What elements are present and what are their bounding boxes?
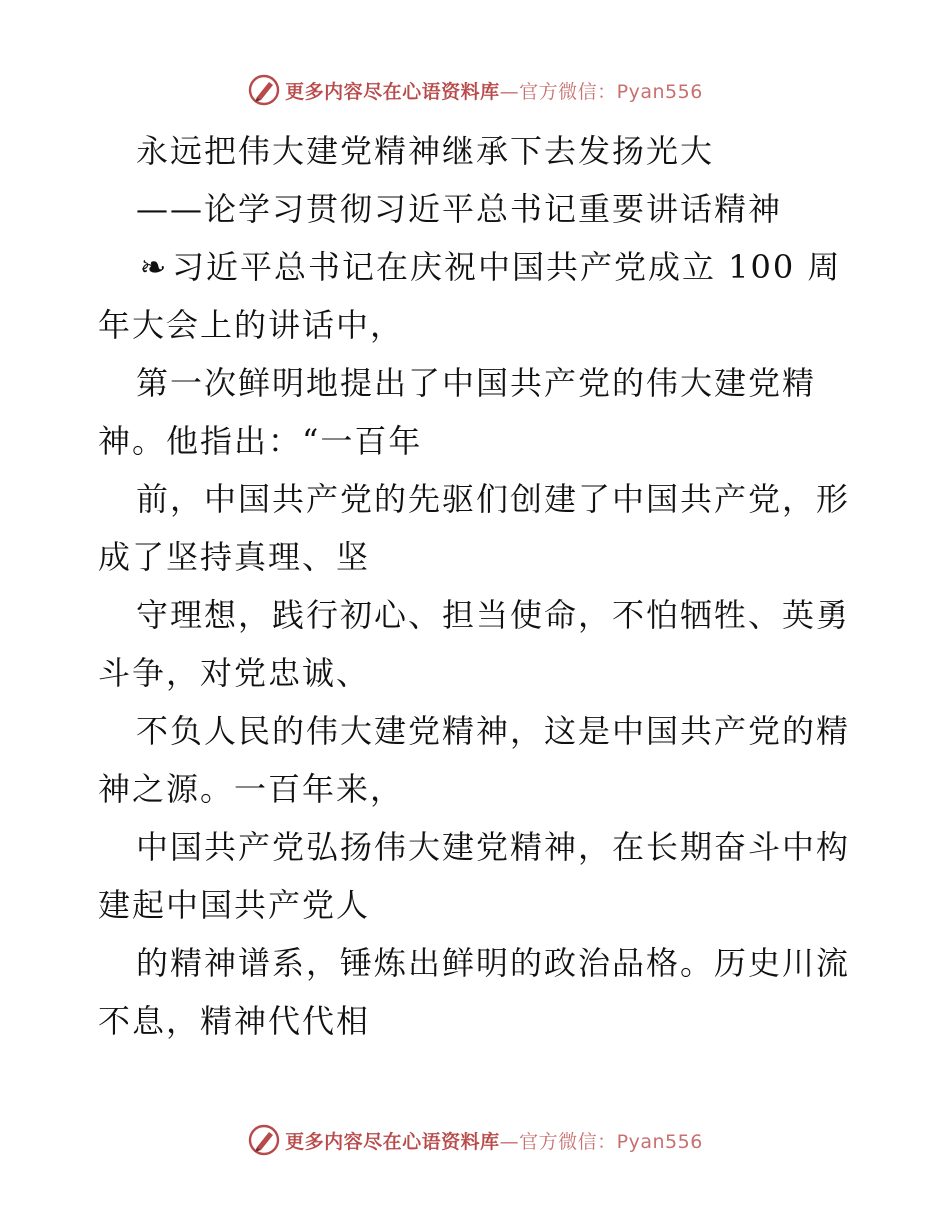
paragraph-line: 守理想，践行初心、担当使命，不怕牺牲、英勇 <box>136 596 851 634</box>
paragraph-text: 习近平总书记在庆祝中国共产党成立 100 周 <box>172 248 842 286</box>
document-body <box>98 122 858 1050</box>
paragraph-line: 斗争，对党忠诚、 <box>98 654 371 692</box>
footer-banner <box>0 1120 950 1160</box>
pen-nib-circle-icon <box>247 73 281 107</box>
document-subtitle: ——论学习贯彻习近平总书记重要讲话精神 <box>136 190 783 228</box>
paragraph-line: 年大会上的讲话中， <box>98 306 405 344</box>
paragraph-line: 不息，精神代代相 <box>98 1002 371 1040</box>
document-title: 永远把伟大建党精神继承下去发扬光大 <box>136 132 715 170</box>
banner-text: 更多内容尽在心语资料库 <box>285 80 500 103</box>
banner-text: 更多内容尽在心语资料库 <box>285 1130 500 1153</box>
header-banner <box>0 70 950 110</box>
banner-contact: —官方微信：Pyan556 <box>499 80 703 103</box>
paragraph-line: 建起中国共产党人 <box>98 886 371 924</box>
paragraph-line: 中国共产党弘扬伟大建党精神，在长期奋斗中构 <box>136 828 851 866</box>
paragraph-line: 神之源。一百年来， <box>98 770 405 808</box>
paragraph-line: 成了坚持真理、坚 <box>98 538 371 576</box>
paragraph-line: 的精神谱系，锤炼出鲜明的政治品格。历史川流 <box>136 944 851 982</box>
banner-contact: —官方微信：Pyan556 <box>499 1130 703 1153</box>
ornament-icon: ❧ <box>139 248 169 286</box>
paragraph-line: 前，中国共产党的先驱们创建了中国共产党，形 <box>136 480 851 518</box>
paragraph-line: 第一次鲜明地提出了中国共产党的伟大建党精 <box>136 364 817 402</box>
paragraph-line: 神。他指出：“一百年 <box>98 422 423 460</box>
paragraph-line <box>98 238 858 296</box>
pen-nib-circle-icon <box>247 1123 281 1157</box>
paragraph-line: 不负人民的伟大建党精神，这是中国共产党的精 <box>136 712 851 750</box>
